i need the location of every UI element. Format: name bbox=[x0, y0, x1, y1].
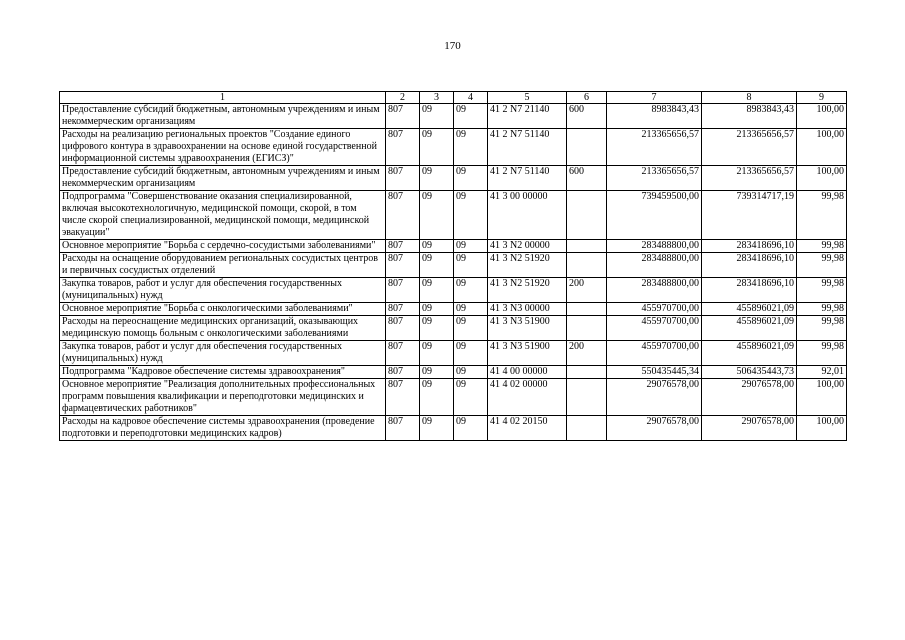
row-percent: 100,00 bbox=[797, 129, 847, 166]
row-target-article: 41 3 00 00000 bbox=[488, 191, 567, 240]
table-row bbox=[60, 104, 847, 129]
row-subsection: 09 bbox=[454, 240, 488, 253]
row-executed-amount: 283418696,10 bbox=[702, 278, 797, 303]
row-section: 09 bbox=[420, 366, 454, 379]
table-row bbox=[60, 303, 847, 316]
row-expense-type bbox=[567, 416, 607, 441]
row-planned-amount: 550435445,34 bbox=[607, 366, 702, 379]
row-planned-amount: 455970700,00 bbox=[607, 341, 702, 366]
row-admin-code: 807 bbox=[386, 166, 420, 191]
row-executed-amount: 8983843,43 bbox=[702, 104, 797, 129]
row-subsection: 09 bbox=[454, 366, 488, 379]
row-expense-type bbox=[567, 191, 607, 240]
column-header: 8 bbox=[702, 92, 797, 104]
row-name: Основное мероприятие "Борьба с онкологическими заболеваниями" bbox=[60, 303, 386, 316]
row-subsection: 09 bbox=[454, 191, 488, 240]
row-planned-amount: 29076578,00 bbox=[607, 416, 702, 441]
row-expense-type bbox=[567, 316, 607, 341]
row-target-article: 41 3 N3 51900 bbox=[488, 341, 567, 366]
row-admin-code: 807 bbox=[386, 240, 420, 253]
row-executed-amount: 506435443,73 bbox=[702, 366, 797, 379]
row-name: Подпрограмма "Кадровое обеспечение системы здравоохранения" bbox=[60, 366, 386, 379]
row-executed-amount: 213365656,57 bbox=[702, 166, 797, 191]
row-target-article: 41 3 N2 51920 bbox=[488, 278, 567, 303]
row-name: Предоставление субсидий бюджетным, автономным учреждениям и иным некоммерческим организациям bbox=[60, 104, 386, 129]
row-percent: 92,01 bbox=[797, 366, 847, 379]
row-section: 09 bbox=[420, 129, 454, 166]
column-header: 3 bbox=[420, 92, 454, 104]
row-name: Расходы на кадровое обеспечение системы здравоохранения (проведение подготовки и переподготовки медицинских кадров) bbox=[60, 416, 386, 441]
row-name: Подпрограмма "Совершенствование оказания специализированной, включая высокотехнологичную, медицинской помощи, скорой, в том числе скорой специализированной, медицинской помощи, медицинской эвакуации" bbox=[60, 191, 386, 240]
row-percent: 99,98 bbox=[797, 253, 847, 278]
row-target-article: 41 3 N2 51920 bbox=[488, 253, 567, 278]
row-percent: 99,98 bbox=[797, 341, 847, 366]
row-subsection: 09 bbox=[454, 253, 488, 278]
row-section: 09 bbox=[420, 341, 454, 366]
row-percent: 99,98 bbox=[797, 278, 847, 303]
table-row bbox=[60, 278, 847, 303]
row-section: 09 bbox=[420, 166, 454, 191]
column-header: 6 bbox=[567, 92, 607, 104]
row-percent: 100,00 bbox=[797, 166, 847, 191]
row-executed-amount: 739314717,19 bbox=[702, 191, 797, 240]
row-subsection: 09 bbox=[454, 416, 488, 441]
row-admin-code: 807 bbox=[386, 316, 420, 341]
row-expense-type bbox=[567, 303, 607, 316]
row-percent: 99,98 bbox=[797, 316, 847, 341]
row-percent: 99,98 bbox=[797, 191, 847, 240]
row-name: Предоставление субсидий бюджетным, автономным учреждениям и иным некоммерческим организациям bbox=[60, 166, 386, 191]
table-row bbox=[60, 366, 847, 379]
row-executed-amount: 455896021,09 bbox=[702, 341, 797, 366]
row-planned-amount: 283488800,00 bbox=[607, 278, 702, 303]
row-target-article: 41 3 N2 00000 bbox=[488, 240, 567, 253]
table-row bbox=[60, 129, 847, 166]
row-planned-amount: 283488800,00 bbox=[607, 253, 702, 278]
row-executed-amount: 283418696,10 bbox=[702, 253, 797, 278]
row-section: 09 bbox=[420, 253, 454, 278]
column-header: 5 bbox=[488, 92, 567, 104]
row-name: Закупка товаров, работ и услуг для обеспечения государственных (муниципальных) нужд bbox=[60, 341, 386, 366]
column-header: 2 bbox=[386, 92, 420, 104]
row-admin-code: 807 bbox=[386, 341, 420, 366]
table-row bbox=[60, 316, 847, 341]
row-name: Расходы на оснащение оборудованием региональных сосудистых центров и первичных сосудистых отделений bbox=[60, 253, 386, 278]
row-name: Расходы на переоснащение медицинских организаций, оказывающих медицинскую помощь больным с онкологическими заболеваниями bbox=[60, 316, 386, 341]
row-planned-amount: 455970700,00 bbox=[607, 303, 702, 316]
row-expense-type bbox=[567, 240, 607, 253]
column-header: 9 bbox=[797, 92, 847, 104]
row-section: 09 bbox=[420, 416, 454, 441]
row-target-article: 41 4 02 00000 bbox=[488, 379, 567, 416]
row-planned-amount: 283488800,00 bbox=[607, 240, 702, 253]
row-expense-type: 200 bbox=[567, 278, 607, 303]
row-subsection: 09 bbox=[454, 166, 488, 191]
row-executed-amount: 455896021,09 bbox=[702, 303, 797, 316]
row-planned-amount: 213365656,57 bbox=[607, 129, 702, 166]
table-body bbox=[60, 104, 847, 441]
row-admin-code: 807 bbox=[386, 303, 420, 316]
table-row bbox=[60, 379, 847, 416]
row-subsection: 09 bbox=[454, 316, 488, 341]
row-section: 09 bbox=[420, 104, 454, 129]
row-section: 09 bbox=[420, 240, 454, 253]
row-target-article: 41 2 N7 51140 bbox=[488, 166, 567, 191]
column-header: 4 bbox=[454, 92, 488, 104]
row-admin-code: 807 bbox=[386, 104, 420, 129]
row-admin-code: 807 bbox=[386, 366, 420, 379]
row-subsection: 09 bbox=[454, 104, 488, 129]
row-subsection: 09 bbox=[454, 278, 488, 303]
row-subsection: 09 bbox=[454, 379, 488, 416]
table-row bbox=[60, 253, 847, 278]
row-admin-code: 807 bbox=[386, 379, 420, 416]
row-section: 09 bbox=[420, 316, 454, 341]
row-section: 09 bbox=[420, 191, 454, 240]
row-expense-type: 600 bbox=[567, 104, 607, 129]
row-planned-amount: 739459500,00 bbox=[607, 191, 702, 240]
row-expense-type bbox=[567, 129, 607, 166]
table-row bbox=[60, 166, 847, 191]
row-percent: 99,98 bbox=[797, 303, 847, 316]
row-percent: 100,00 bbox=[797, 104, 847, 129]
row-admin-code: 807 bbox=[386, 191, 420, 240]
row-planned-amount: 8983843,43 bbox=[607, 104, 702, 129]
row-target-article: 41 4 00 00000 bbox=[488, 366, 567, 379]
table-row bbox=[60, 341, 847, 366]
row-executed-amount: 213365656,57 bbox=[702, 129, 797, 166]
row-admin-code: 807 bbox=[386, 416, 420, 441]
row-planned-amount: 213365656,57 bbox=[607, 166, 702, 191]
table-row bbox=[60, 191, 847, 240]
row-percent: 100,00 bbox=[797, 416, 847, 441]
row-executed-amount: 29076578,00 bbox=[702, 416, 797, 441]
row-expense-type bbox=[567, 366, 607, 379]
row-expense-type bbox=[567, 253, 607, 278]
row-admin-code: 807 bbox=[386, 253, 420, 278]
page-number: 170 bbox=[444, 40, 461, 52]
row-section: 09 bbox=[420, 278, 454, 303]
row-percent: 100,00 bbox=[797, 379, 847, 416]
row-planned-amount: 455970700,00 bbox=[607, 316, 702, 341]
column-header: 1 bbox=[60, 92, 386, 104]
budget-table bbox=[59, 91, 847, 441]
row-subsection: 09 bbox=[454, 341, 488, 366]
table-row bbox=[60, 416, 847, 441]
row-name: Расходы на реализацию региональных проектов "Создание единого цифрового контура в здравоохранении на основе единой государственной информационной системы здравоохранения (ЕГИСЗ)" bbox=[60, 129, 386, 166]
row-name: Основное мероприятие "Борьба с сердечно-сосудистыми заболеваниями" bbox=[60, 240, 386, 253]
row-target-article: 41 2 N7 21140 bbox=[488, 104, 567, 129]
row-executed-amount: 283418696,10 bbox=[702, 240, 797, 253]
row-section: 09 bbox=[420, 303, 454, 316]
row-target-article: 41 3 N3 00000 bbox=[488, 303, 567, 316]
row-admin-code: 807 bbox=[386, 129, 420, 166]
row-percent: 99,98 bbox=[797, 240, 847, 253]
row-expense-type: 600 bbox=[567, 166, 607, 191]
row-expense-type bbox=[567, 379, 607, 416]
row-expense-type: 200 bbox=[567, 341, 607, 366]
column-header: 7 bbox=[607, 92, 702, 104]
row-subsection: 09 bbox=[454, 129, 488, 166]
row-executed-amount: 29076578,00 bbox=[702, 379, 797, 416]
row-planned-amount: 29076578,00 bbox=[607, 379, 702, 416]
row-target-article: 41 4 02 20150 bbox=[488, 416, 567, 441]
row-executed-amount: 455896021,09 bbox=[702, 316, 797, 341]
table-row bbox=[60, 240, 847, 253]
row-section: 09 bbox=[420, 379, 454, 416]
row-admin-code: 807 bbox=[386, 278, 420, 303]
row-subsection: 09 bbox=[454, 303, 488, 316]
header-row bbox=[60, 92, 847, 104]
row-name: Основное мероприятие "Реализация дополнительных профессиональных программ повышения квалификации и переподготовки медицинских и фармацевтических работников" bbox=[60, 379, 386, 416]
row-target-article: 41 2 N7 51140 bbox=[488, 129, 567, 166]
row-name: Закупка товаров, работ и услуг для обеспечения государственных (муниципальных) нужд bbox=[60, 278, 386, 303]
row-target-article: 41 3 N3 51900 bbox=[488, 316, 567, 341]
